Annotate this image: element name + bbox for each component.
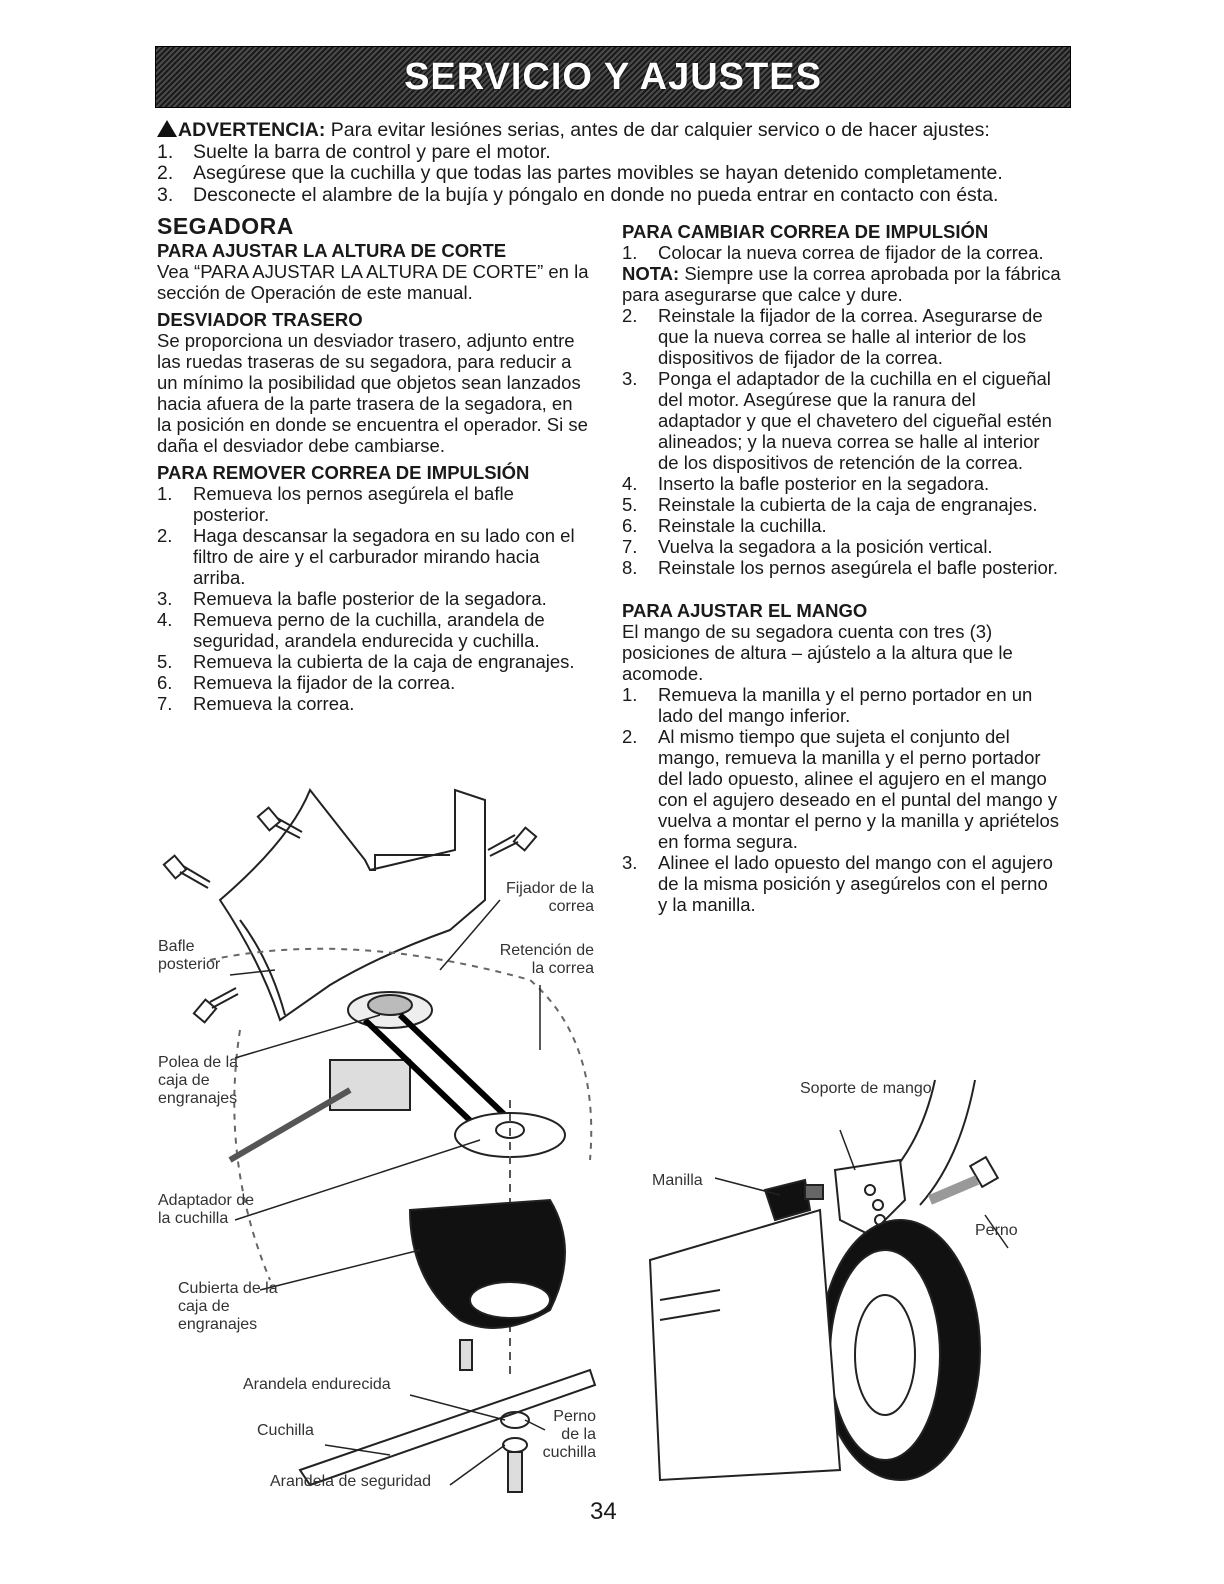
warning-triangle-icon xyxy=(157,120,177,137)
bolt-icon xyxy=(194,988,238,1022)
list-item: 6. Reinstale la cuchilla. xyxy=(622,515,827,536)
label-fijador: Fijador de la correa xyxy=(505,880,594,915)
label-cuchilla: Cuchilla xyxy=(257,1422,314,1439)
label-adaptador: Adaptador de la cuchilla xyxy=(158,1192,255,1227)
list-item: 3. Ponga el adaptador de la cuchilla en el cigueñal del motor. Asegúrese que la ranura del adaptador y que el chavetero del cigueñal estén alineados; y la nueva correa se halle al interior de los dispositivos de retención de la correa. xyxy=(622,368,1052,473)
list-item: 2. Haga descansar la segadora en su lado con el filtro de aire y el carburador mirando hacia arriba. xyxy=(157,525,575,588)
warning-list xyxy=(157,142,1077,207)
label-perno: Perno xyxy=(975,1222,1018,1239)
nota-label: NOTA: xyxy=(622,263,680,284)
page-number: 34 xyxy=(590,1498,617,1525)
list-item: 2. Reinstale la fijador de la correa. Asegurarse de que la nueva correa se halle al interior de los dispositivos de fijador de la correa. xyxy=(622,305,1043,368)
list-item: 4. Inserto la bafle posterior en la segadora. xyxy=(622,473,990,494)
list-item: 5. Reinstale la cubierta de la caja de engranajes. xyxy=(622,494,1038,515)
bolt-icon xyxy=(488,828,536,856)
list-item: 2. Asegúrese que la cuchilla y que todas las partes movibles se hayan detenido completamente. xyxy=(157,162,1003,184)
list-item: 3. Desconecte el alambre de la bujía y póngalo en donde no pueda entrar en contacto con ésta. xyxy=(157,183,999,206)
label-cubierta: Cubierta de la caja de engranajes xyxy=(178,1280,278,1333)
mango-list xyxy=(622,684,1062,915)
para-altura: Vea “PARA AJUSTAR LA ALTURA DE CORTE” en la sección de Operación de este manual. xyxy=(157,261,589,303)
list-item: 1. Colocar la nueva correa de fijador de la correa. xyxy=(622,242,1044,263)
nota-text: Siempre use la correa aprobada por la fábrica para asegurarse que calce y dure. xyxy=(622,263,1061,305)
left-column xyxy=(157,212,589,714)
list-item: 7. Remueva la correa. xyxy=(157,693,355,714)
label-polea: Polea de la caja de engranajes xyxy=(158,1054,239,1107)
warning-label: ADVERTENCIA: xyxy=(178,119,326,141)
list-item: 5. Remueva la cubierta de la caja de engranajes. xyxy=(157,651,575,672)
list-item: 3. Remueva la bafle posterior de la segadora. xyxy=(157,588,547,609)
baffle-drawing xyxy=(220,790,485,1020)
list-item: 7. Vuelva la segadora a la posición vertical. xyxy=(622,536,993,557)
list-item: 4. Remueva perno de la cuchilla, arandela de seguridad, arandela endurecida y cuchilla. xyxy=(157,609,545,651)
heading-cambiar: PARA CAMBIAR CORREA DE IMPULSIÓN xyxy=(622,221,989,242)
section-banner xyxy=(155,46,1071,108)
label-arandela-endurecida: Arandela endurecida xyxy=(243,1376,391,1393)
para-mango: El mango de su segadora cuenta con tres (3) posiciones de altura – ajústelo a la altura que le acomode. xyxy=(622,621,1013,684)
cambiar-list-first xyxy=(622,242,1062,263)
label-bafle: Bafle posterior xyxy=(158,938,221,973)
label-soporte: Soporte de mango xyxy=(800,1080,932,1097)
list-item: 6. Remueva la fijador de la correa. xyxy=(157,672,456,693)
label-manilla: Manilla xyxy=(652,1172,703,1189)
gearbox-drawing xyxy=(330,1060,410,1110)
cambiar-list xyxy=(622,305,1062,578)
list-item: 2. Al mismo tiempo que sujeta el conjunto del mango, remueva la manilla y el perno portador del lado opuesto, alinee el agujero en el mango con el agujero deseado en el puntal del mango y vuelva a montar el perno y la manilla y apriételos en forma segura. xyxy=(622,726,1060,852)
label-retencion: Retención de la correa xyxy=(499,942,594,977)
label-arandela-seguridad: Arandela de seguridad xyxy=(270,1473,432,1490)
label-perno-cuchilla: Perno de la cuchilla xyxy=(542,1408,596,1461)
para-desviador: Se proporciona un desviador trasero, adjunto entre las ruedas traseras de su segadora, para reducir a un mínimo la posibilidad que objetos sean lanzados hacia afuera de la parte trasera de la segadora, en la posición en donde se encuentra el operador. Si se daña el desviador debe cambiarse. xyxy=(157,330,588,456)
bolt-icon xyxy=(164,856,210,888)
section-title-segadora: SEGADORA xyxy=(157,213,294,239)
heading-mango: PARA AJUSTAR EL MANGO xyxy=(622,600,868,621)
banner-title: SERVICIO Y AJUSTES xyxy=(404,55,822,98)
warning-block xyxy=(157,119,1077,206)
heading-altura: PARA AJUSTAR LA ALTURA DE CORTE xyxy=(157,240,507,261)
list-item: 1. Suelte la barra de control y pare el motor. xyxy=(157,140,551,163)
deck-drawing xyxy=(650,1210,840,1480)
right-column xyxy=(622,221,1062,915)
remover-list xyxy=(157,483,589,714)
nota xyxy=(622,263,1062,305)
list-item: 3. Alinee el lado opuesto del mango con el agujero de la misma posición y asegúrelos con el perno y la manilla. xyxy=(622,852,1053,915)
list-item: 1. Remueva los pernos asegúrela el bafle posterior. xyxy=(157,483,514,525)
list-item: 1. Remueva la manilla y el perno portador en un lado del mango inferior. xyxy=(622,684,1033,726)
warning-text: Para evitar lesiónes serias, antes de dar calquier servico o de hacer ajustes: xyxy=(330,119,990,141)
heading-remover: PARA REMOVER CORREA DE IMPULSIÓN xyxy=(157,462,530,483)
list-item: 8. Reinstale los pernos asegúrela el bafle posterior. xyxy=(622,557,1059,578)
heading-desviador: DESVIADOR TRASERO xyxy=(157,309,363,330)
handle-diagram xyxy=(640,1070,1060,1490)
